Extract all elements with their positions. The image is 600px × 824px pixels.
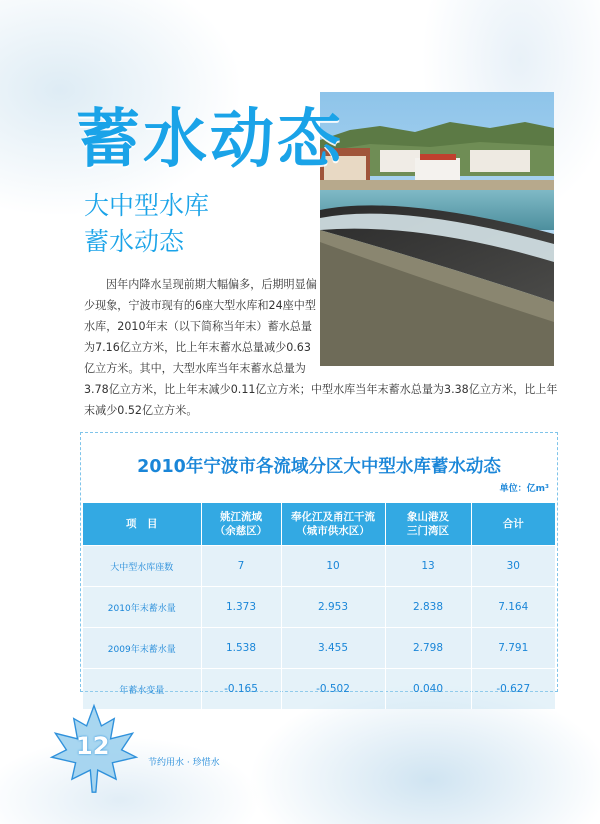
table-row (83, 546, 555, 587)
table-cell: -0.502 (281, 669, 385, 710)
header-item: 项 目 (83, 503, 201, 546)
table-row (83, 628, 555, 669)
table-title: 2010年宁波市各流域分区大中型水库蓄水动态 (137, 457, 501, 477)
page-number: 12 (76, 732, 110, 760)
statistics-table-panel (80, 432, 558, 696)
table-cell: 30 (471, 546, 555, 587)
subtitle-line-2: 蓄水动态 (84, 227, 185, 256)
body-paragraph-block (84, 274, 562, 421)
table-cell: 13 (385, 546, 471, 587)
table-cell: 10 (281, 546, 385, 587)
table-header-row (83, 503, 555, 546)
footer-slogan: 节约用水 · 珍惜水 (148, 758, 220, 768)
page-title: 蓄水动态 (76, 103, 344, 177)
row-label: 2010年末蓄水量 (83, 587, 201, 628)
row-label: 2009年末蓄水量 (83, 628, 201, 669)
header-yaojiang: 姚江流域 （余慈区） (201, 503, 281, 546)
photo-wrap-spacer (317, 274, 562, 368)
table-cell: 7.164 (471, 587, 555, 628)
body-paragraph: 因年内降水呈现前期大幅偏多，后期明显偏少现象，宁波市现有的6座大型水库和24座中型水库，2010年末（以下简称当年末）蓄水总量为7.16亿立方米，比上年末蓄水总量减少0.63亿立方米。其中，大型水库当年末蓄水总量为3.78亿立方米，比上年末减少0.11亿立方米；中型水库当年末蓄水总量为3.38亿立方米，比上年末减少0.52亿立方米。 (84, 278, 558, 417)
table-row (83, 587, 555, 628)
table-row (83, 669, 555, 710)
table-cell: 2.838 (385, 587, 471, 628)
section-subtitle (84, 188, 209, 260)
subtitle-line-1: 大中型水库 (84, 191, 210, 220)
header-xiangshan: 象山港及 三门湾区 (385, 503, 471, 546)
table-cell: 3.455 (281, 628, 385, 669)
table-cell: -0.627 (471, 669, 555, 710)
table-cell: 2.798 (385, 628, 471, 669)
row-label: 大中型水库座数 (83, 546, 201, 587)
reservoir-storage-table (83, 503, 555, 709)
table-unit: 单位：亿m³ (499, 484, 549, 494)
header-total: 合计 (471, 503, 555, 546)
header-fenghua: 奉化江及甬江干流 （城市供水区） (281, 503, 385, 546)
table-cell: 2.953 (281, 587, 385, 628)
table-cell: 1.373 (201, 587, 281, 628)
table-cell: -0.165 (201, 669, 281, 710)
table-cell: 7 (201, 546, 281, 587)
table-cell: 7.791 (471, 628, 555, 669)
table-cell: 0.040 (385, 669, 471, 710)
table-cell: 1.538 (201, 628, 281, 669)
row-label: 年蓄水变量 (83, 669, 201, 710)
